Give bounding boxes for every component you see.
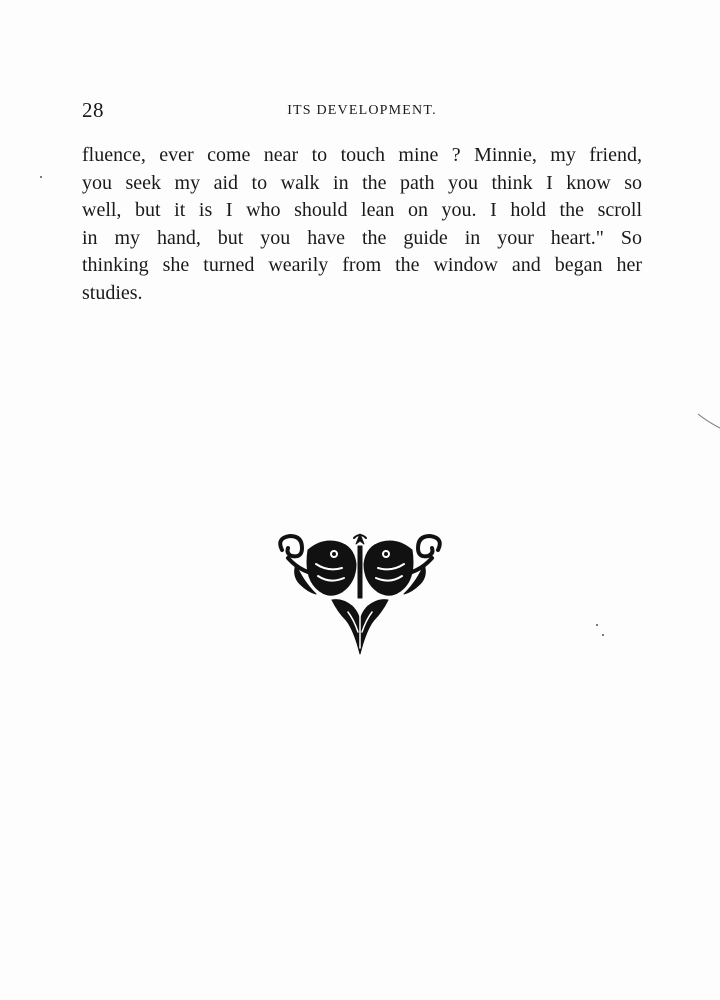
running-title: ITS DEVELOPMENT. [287,103,437,118]
page-edge-mark [696,412,720,432]
floral-tailpiece-icon [272,528,448,658]
text-line: you seek my aid to walk in the path you think I know so [82,171,642,194]
page-number: 28 [82,98,104,122]
text-line: studies. [82,281,143,304]
paper-speck [602,634,604,636]
text-line: thinking she turned wearily from the window and began her [82,254,642,276]
text-line: in my hand, but you have the guide in your heart." So [82,226,642,249]
paper-speck [596,624,598,626]
running-head [82,98,642,122]
text-line: well, but it is I who should lean on you. I hold the scroll [82,199,642,221]
text-line: fluence, ever come near to touch mine ? Minnie, my friend, [82,144,642,166]
paper-speck [40,176,42,178]
body-paragraph [82,142,642,307]
